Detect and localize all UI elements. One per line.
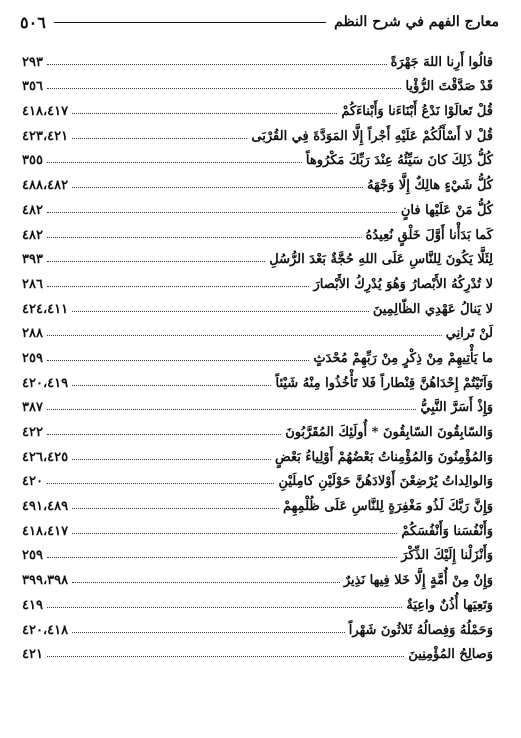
page-reference: ٤٢٤،٤١١ — [22, 301, 69, 317]
verse-text: وَإِنَّ رَبَّكَ لَذُو مَغْفِرَةٍ لِلنَّاسِ عَلَى ظُلْمِهِمْ — [282, 499, 493, 515]
verse-text: قَدْ صَدَّقْتَ الرُّؤْيا — [405, 79, 493, 95]
index-entry — [22, 320, 493, 345]
dot-leader — [72, 113, 337, 114]
page-reference: ٣٩٩،٣٩٨ — [22, 573, 69, 589]
index-entry — [22, 591, 493, 616]
page-reference: ٤٢٦،٤٢٥ — [22, 449, 69, 465]
page-header — [20, 10, 499, 34]
dot-leader — [47, 360, 309, 361]
verse-text: لَنْ تَرانِي — [445, 326, 493, 342]
dot-leader — [47, 64, 387, 65]
dot-leader — [47, 261, 265, 262]
dot-leader — [47, 88, 402, 89]
dot-leader — [47, 212, 397, 213]
dot-leader — [72, 533, 397, 534]
index-entry — [22, 492, 493, 517]
dot-leader — [47, 557, 397, 558]
dot-leader — [47, 434, 281, 435]
index-entry — [22, 394, 493, 419]
page-reference: ٢٨٦ — [22, 276, 43, 292]
page-reference: ٢٩٣ — [22, 54, 43, 70]
index-entry — [22, 97, 493, 122]
page-reference: ٣٥٥ — [22, 153, 43, 169]
verse-text: وَأَنْفُسَنا وَأَنْفُسَكُمْ — [401, 523, 493, 539]
page-reference: ٤١٩ — [22, 597, 43, 613]
page-reference: ٤٢٣،٤٢١ — [22, 128, 69, 144]
verse-text: لِئَلَّا يَكُونَ لِلنَّاسِ عَلَى اللهِ حُجَّةٌ بَعْدَ الرُّسُلِ — [269, 252, 493, 268]
index-entry — [22, 418, 493, 443]
page-reference: ٤١٨،٤١٧ — [22, 523, 69, 539]
index-entry — [22, 517, 493, 542]
verse-text: وَالمُؤْمِنُونَ وَالمُؤْمِناتُ بَعْضُهُمْ أَوْلِياءُ بَعْضٍ — [275, 449, 493, 465]
index-entry — [22, 196, 493, 221]
index-entry — [22, 246, 493, 271]
page-reference: ٤١٨،٤١٧ — [22, 104, 69, 120]
index-entry — [22, 443, 493, 468]
dot-leader — [47, 409, 416, 410]
page-reference: ٣٩٣ — [22, 252, 43, 268]
verse-text: قُلْ لا أَسْأَلُكُمْ عَلَيْهِ أَجْراً إِلَّا المَوَدَّةَ فِي القُرْبَى — [251, 128, 493, 144]
index-entry — [22, 616, 493, 641]
dot-leader — [72, 311, 369, 312]
dot-leader — [72, 582, 340, 583]
running-title: معارج الفهم في شرح النظم — [334, 14, 499, 30]
index-entry — [22, 468, 493, 493]
verse-text: وَالوالِداتُ يُرْضِعْنَ أَوْلادَهُنَّ حَوْلَيْنِ كامِلَيْنِ — [278, 474, 493, 490]
verse-text: ما يَأْتِيهِمْ مِنْ ذِكْرٍ مِنْ رَبِّهِمْ مُحْدَثٍ — [313, 350, 493, 366]
dot-leader — [47, 286, 310, 287]
verse-text: قُلْ تَعالَوْا نَدْعُ أَبْنَاءَنا وَأَبْناءَكُمْ — [341, 104, 493, 120]
verse-text: قالُوا أَرِنا اللهَ جَهْرَةً — [390, 54, 493, 70]
verse-text: وَتَعِيَها أُذُنٌ واعِيَةٌ — [406, 597, 493, 613]
dot-leader — [47, 237, 362, 238]
dot-leader — [47, 335, 442, 336]
page-reference: ٤٢١ — [22, 647, 43, 663]
index-entry — [22, 122, 493, 147]
index-entry — [22, 295, 493, 320]
verse-text: وَحَمْلُهُ وَفِصالُهُ ثَلاثُونَ شَهْراً — [348, 622, 493, 638]
verse-text: وَالسّابِقُونَ السّابِقُونَ * أُولَئِكَ المُقَرَّبُونَ — [285, 425, 493, 440]
page-reference: ٣٨٧ — [22, 400, 43, 416]
verse-text: كَما بَدَأْنا أَوَّلَ خَلْقٍ نُعِيدُهُ — [365, 227, 493, 243]
verse-text: لا يَنالُ عَهْدِي الظّالِمِينَ — [372, 301, 493, 317]
dot-leader — [72, 138, 247, 139]
index-entry — [22, 171, 493, 196]
verse-text: كُلُّ شَيْءٍ هالِكٌ إِلَّا وَجْهَهُ — [366, 178, 493, 194]
page-reference: ٤٨٨،٤٨٢ — [22, 178, 69, 194]
index-entry — [22, 48, 493, 73]
header-rule — [54, 22, 326, 23]
index-entry — [22, 369, 493, 394]
page-reference: ٣٥٦ — [22, 79, 43, 95]
dot-leader — [72, 632, 345, 633]
verse-text: كُلُّ ذَلِكَ كانَ سَيِّئُهُ عِنْدَ رَبِّكَ مَكْرُوهاً — [305, 153, 493, 169]
page-reference: ٤٢٢ — [22, 425, 43, 440]
index-entry — [22, 641, 493, 666]
index-entry — [22, 270, 493, 295]
index-entry — [22, 566, 493, 591]
dot-leader — [47, 162, 302, 163]
verse-text: لا تُدْرِكُهُ الأَبْصارُ وَهُوَ يُدْرِكُ الأَبْصارَ — [313, 276, 493, 292]
dot-leader — [47, 656, 404, 657]
dot-leader — [72, 508, 279, 509]
page-reference: ٢٥٩ — [22, 350, 43, 366]
index-entry — [22, 147, 493, 172]
dot-leader — [72, 187, 363, 188]
index-entry — [22, 221, 493, 246]
dot-leader — [72, 459, 271, 460]
verse-text: كُلُّ مَنْ عَلَيْها فانٍ — [400, 202, 493, 218]
page-reference: ٤٢٠،٤١٩ — [22, 375, 69, 391]
verse-text: وَإِنْ مِنْ أُمَّةٍ إِلَّا خَلا فِيها نَذِيرٌ — [343, 573, 493, 589]
page-reference: ٢٥٩ — [22, 548, 43, 564]
verse-text: وَإِذْ أَسَرَّ النَّبِيُّ — [420, 400, 493, 416]
page-reference: ٤٢٠،٤١٨ — [22, 622, 69, 638]
dot-leader — [47, 607, 402, 608]
index-entry — [22, 73, 493, 98]
verse-index-list — [22, 48, 493, 665]
verse-text: وَآتَيْتُمْ إِحْدَاهُنَّ قِنْطاراً فَلا تَأْخُذُوا مِنْهُ شَيْئاً — [275, 375, 493, 391]
page-number: ٥٠٦ — [20, 12, 46, 32]
verse-text: وَأَنْزَلْنا إِلَيْكَ الذِّكْرَ — [401, 548, 493, 564]
page-reference: ٤٩١،٤٨٩ — [22, 499, 69, 515]
dot-leader — [47, 483, 275, 484]
index-entry — [22, 344, 493, 369]
dot-leader — [72, 385, 271, 386]
page-reference: ٢٨٨ — [22, 326, 43, 342]
page-reference: ٤٢٠ — [22, 474, 43, 490]
page-reference: ٤٨٢ — [22, 202, 43, 218]
index-entry — [22, 542, 493, 567]
page-reference: ٤٨٢ — [22, 227, 43, 243]
verse-text: وَصالِحُ المُؤْمِنِينَ — [408, 647, 493, 663]
